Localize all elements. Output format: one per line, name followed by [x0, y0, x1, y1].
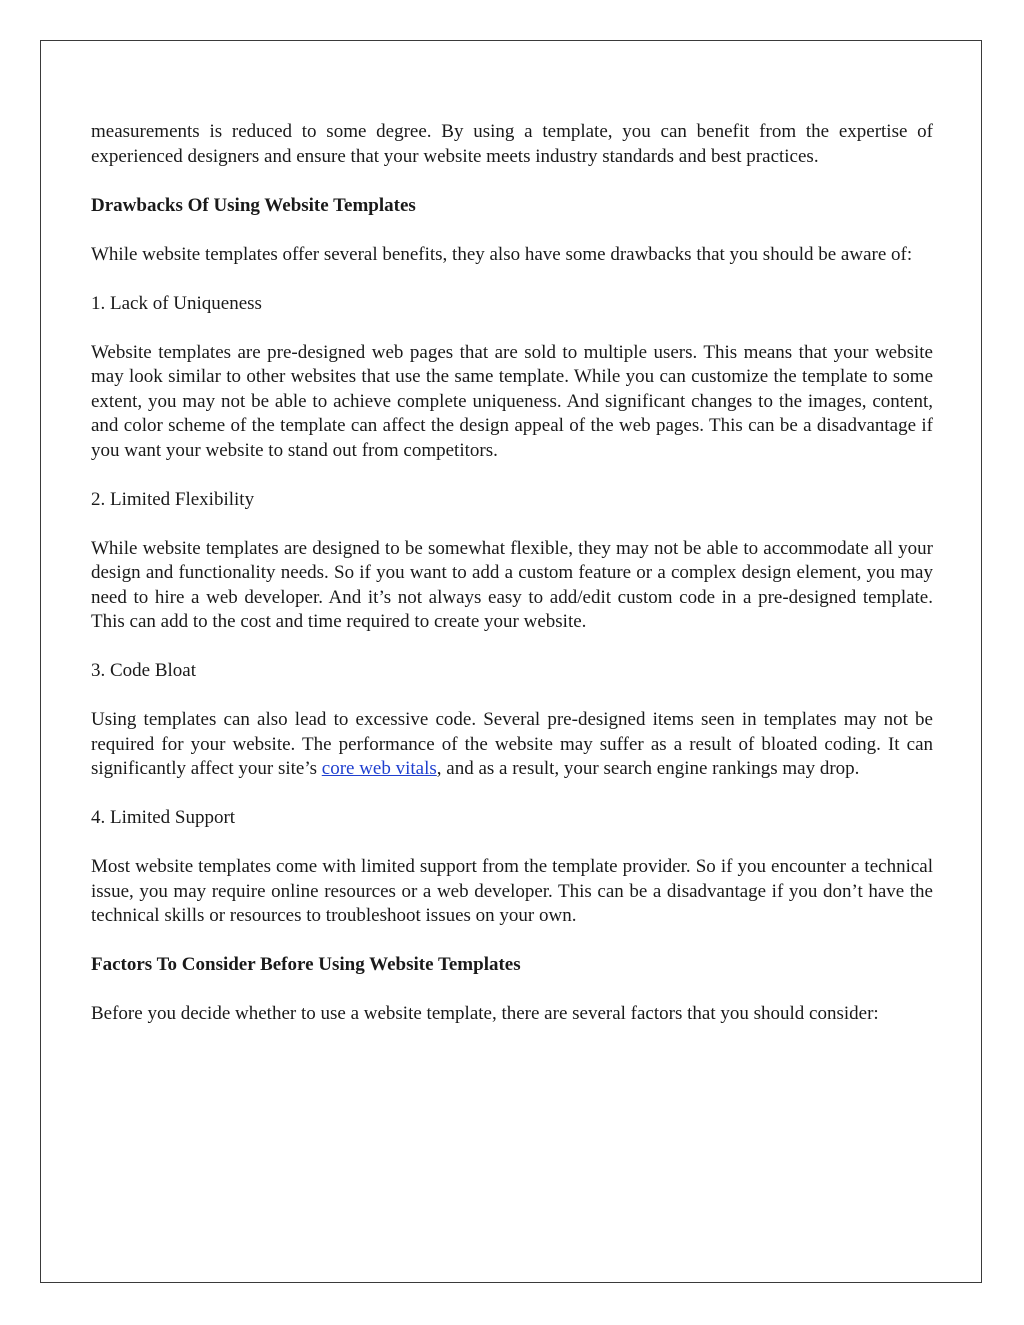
subheading-code-bloat: 3. Code Bloat — [91, 660, 197, 681]
code-bloat-text-after: , and as a result, your search engine rankings may drop. — [436, 758, 860, 779]
code-bloat-text-before: Using templates can also lead to excessive code. Several pre-designed items seen in templates may not be required for your website. The performance of the website may suffer as a result of bloated coding. It can significantly affect your site’s — [91, 709, 933, 779]
drawbacks-lead: While website templates offer several benefits, they also have some drawbacks that you should be aware of: — [91, 243, 913, 265]
factors-lead: Before you decide whether to use a website template, there are several factors that you should consider: — [91, 1003, 879, 1024]
paragraph-limited-flexibility: While website templates are designed to be somewhat flexible, they may not be able to accommodate all your design and functionality needs. So if you want to add a custom feature or a complex design element, you may need to hire a web developer. And it’s not always easy to add/edit custom code in a pre-designed template. This can add to the cost and time required to create your website. — [91, 537, 933, 632]
subheading-limited-flexibility: 2. Limited Flexibility — [91, 488, 255, 510]
subheading-limited-support: 4. Limited Support — [91, 807, 236, 828]
paragraph-limited-support: Most website templates come with limited support from the template provider. So if you encounter a technical issue, you may require online resources or a web developer. This can be a disadvantage if you don’t have the technical skills or resources to troubleshoot issues on your own. — [91, 856, 933, 926]
document-body — [91, 120, 933, 1051]
paragraph-code-bloat — [91, 708, 933, 782]
core-web-vitals-link[interactable]: core web vitals — [321, 758, 437, 779]
intro-paragraph: measurements is reduced to some degree. By using a template, you can benefit from the expertise of experienced designers and ensure that your website meets industry standards and best practices. — [91, 121, 933, 167]
paragraph-lack-of-uniqueness: Website templates are pre-designed web pages that are sold to multiple users. This means that your website may look similar to other websites that use the same template. While you can customize the template to some extent, you may not be able to achieve complete uniqueness. And significant changes to the images, content, and color scheme of the template can affect the design appeal of the web pages. This can be a disadvantage if you want your website to stand out from competitors. — [91, 341, 933, 461]
subheading-lack-of-uniqueness: 1. Lack of Uniqueness — [91, 292, 262, 314]
drawbacks-heading: Drawbacks Of Using Website Templates — [91, 194, 416, 216]
factors-heading: Factors To Consider Before Using Website Templates — [91, 954, 521, 975]
